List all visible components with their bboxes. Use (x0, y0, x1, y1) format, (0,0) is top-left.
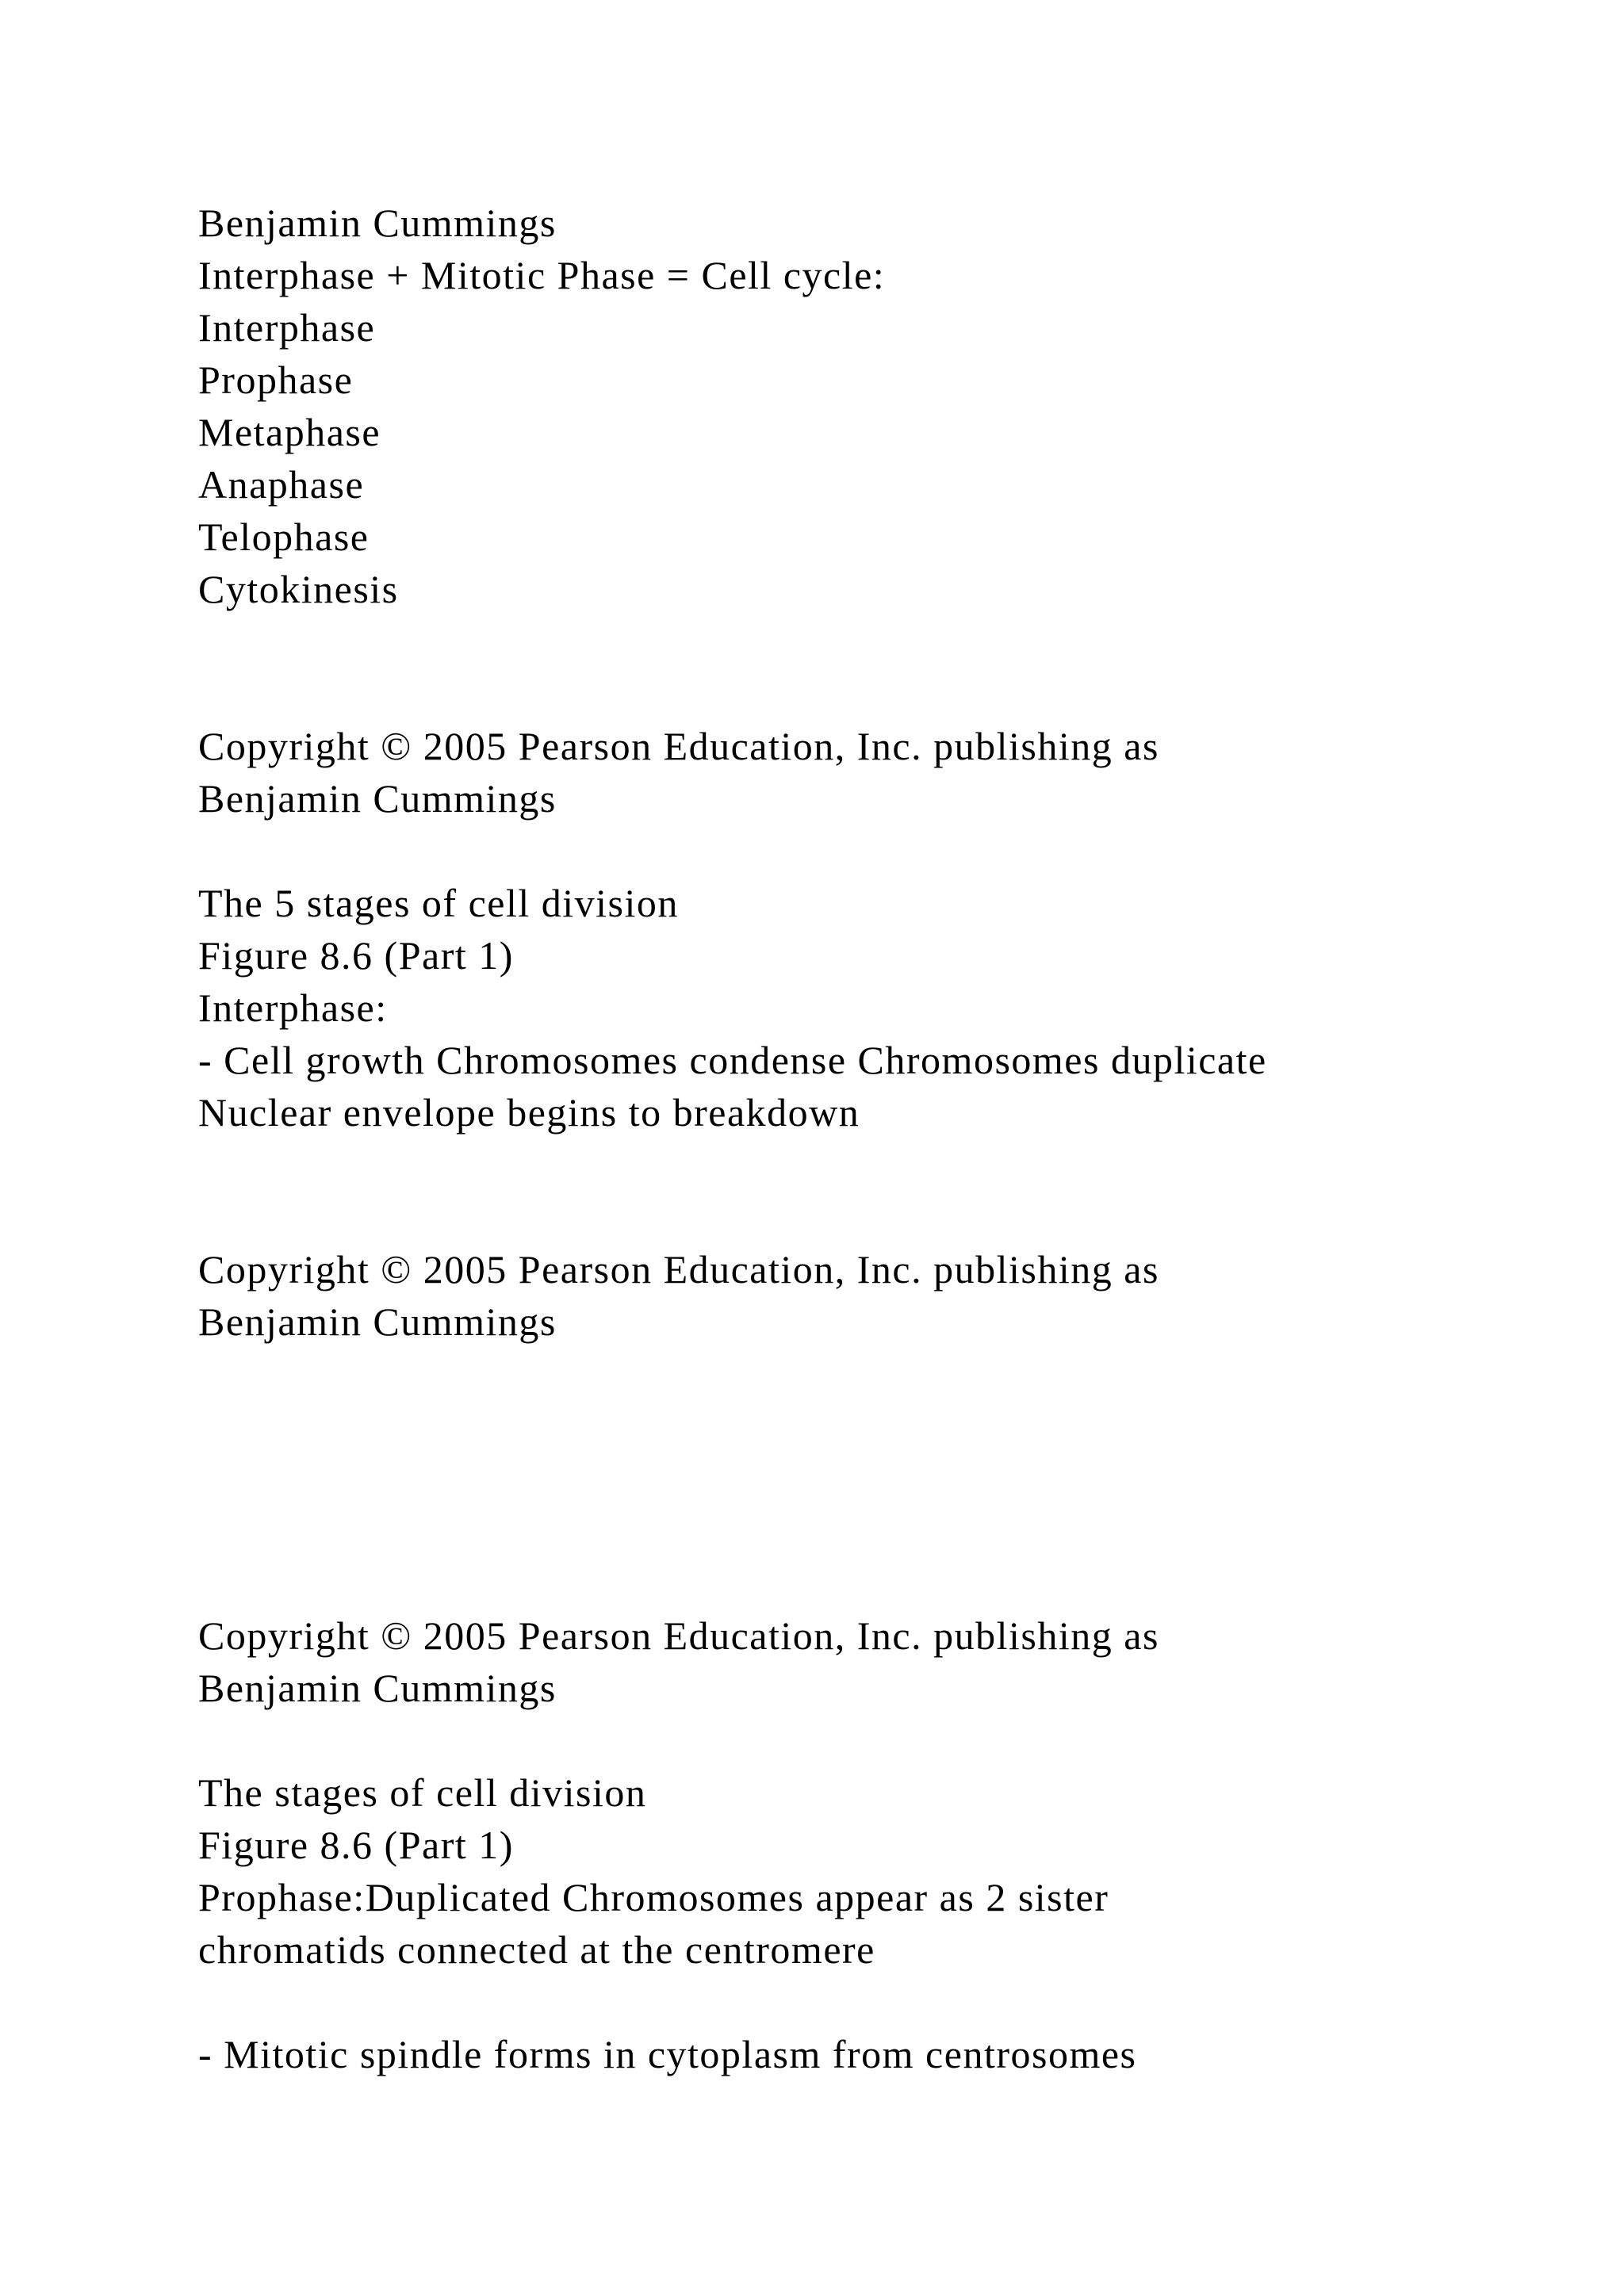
figure-reference: Figure 8.6 (Part 1) (198, 1823, 514, 1867)
text-line-anaphase: Anaphase (198, 462, 365, 507)
blank-line (198, 825, 1546, 877)
blank-line (198, 1557, 1546, 1609)
section-title: The stages of cell division (198, 1770, 647, 1815)
blank-line (198, 1138, 1546, 1191)
blank-line (198, 1191, 1546, 1243)
blank-line (198, 615, 1546, 668)
copyright-publisher-line: Benjamin Cummings (198, 1666, 557, 1710)
text-line-publisher: Benjamin Cummings (198, 201, 557, 245)
section-title: The 5 stages of cell division (198, 881, 679, 925)
text-line-metaphase: Metaphase (198, 410, 381, 454)
blank-line (198, 1505, 1546, 1557)
blank-line (198, 1348, 1546, 1400)
blank-line (198, 1714, 1546, 1766)
blank-line (198, 1400, 1546, 1452)
blank-line (198, 1976, 1546, 2028)
text-line-prophase: Prophase (198, 358, 354, 402)
copyright-line: Copyright © 2005 Pearson Education, Inc. publishing as (198, 1247, 1159, 1292)
copyright-line: Copyright © 2005 Pearson Education, Inc. publishing as (198, 1613, 1159, 1658)
copyright-line: Copyright © 2005 Pearson Education, Inc. publishing as (198, 724, 1159, 768)
blank-line (198, 1452, 1546, 1505)
text-line: Nuclear envelope begins to breakdown (198, 1090, 860, 1135)
figure-reference: Figure 8.6 (Part 1) (198, 933, 514, 978)
phase-heading: Interphase: (198, 985, 388, 1030)
document-page (198, 197, 1546, 2080)
copyright-publisher-line: Benjamin Cummings (198, 1299, 557, 1344)
text-line: Prophase:Duplicated Chromosomes appear as 2 sister (198, 1875, 1109, 1919)
text-line-interphase: Interphase (198, 305, 376, 350)
text-line-telophase: Telophase (198, 515, 370, 559)
bullet-line: - Cell growth Chromosomes condense Chromosomes duplicate (198, 1038, 1267, 1082)
text-line-cell-cycle-heading: Interphase + Mitotic Phase = Cell cycle: (198, 253, 886, 297)
bullet-line: - Mitotic spindle forms in cytoplasm from centrosomes (198, 2032, 1137, 2076)
blank-line (198, 668, 1546, 720)
copyright-publisher-line: Benjamin Cummings (198, 776, 557, 821)
text-line: chromatids connected at the centromere (198, 1927, 875, 1972)
text-line-cytokinesis: Cytokinesis (198, 567, 399, 611)
